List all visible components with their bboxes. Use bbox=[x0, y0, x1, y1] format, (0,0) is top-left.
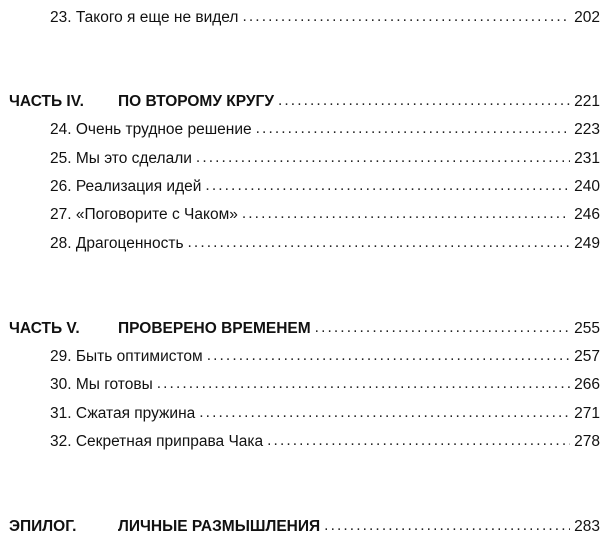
entry-page-number: 249 bbox=[574, 235, 600, 252]
part-page-number: 255 bbox=[574, 320, 600, 337]
entry-title: 29. Быть оптимистом bbox=[50, 348, 203, 365]
dot-leader bbox=[315, 317, 570, 339]
dot-leader bbox=[196, 147, 570, 169]
entry-title: 26. Реализация идей bbox=[50, 178, 202, 195]
toc-epilogue-heading bbox=[9, 516, 600, 538]
entry-page-number: 231 bbox=[574, 150, 600, 167]
toc-entry bbox=[50, 233, 600, 255]
entry-title: 30. Мы готовы bbox=[50, 376, 153, 393]
entry-page-number: 271 bbox=[574, 405, 600, 422]
toc-entry bbox=[50, 7, 600, 29]
dot-leader bbox=[205, 175, 570, 197]
entry-title: 23. Такого я еще не видел bbox=[50, 9, 239, 26]
entry-page-number: 246 bbox=[574, 206, 600, 223]
entry-page-number: 257 bbox=[574, 348, 600, 365]
toc-entry bbox=[50, 374, 600, 396]
toc-entry bbox=[50, 176, 600, 198]
entry-page-number: 278 bbox=[574, 433, 600, 450]
entry-title: 27. «Поговорите с Чаком» bbox=[50, 206, 238, 223]
dot-leader bbox=[242, 6, 570, 28]
entry-title: 25. Мы это сделали bbox=[50, 150, 192, 167]
dot-leader bbox=[278, 90, 570, 112]
part-label: ЧАСТЬ V. bbox=[9, 320, 80, 337]
entry-page-number: 202 bbox=[574, 9, 600, 26]
dot-leader bbox=[207, 345, 570, 367]
dot-leader bbox=[324, 515, 570, 537]
entry-title: 31. Сжатая пружина bbox=[50, 405, 196, 422]
dot-leader bbox=[199, 402, 570, 424]
toc-entry bbox=[50, 148, 600, 170]
toc-entry bbox=[50, 431, 600, 453]
entry-page-number: 266 bbox=[574, 376, 600, 393]
part-page-number: 221 bbox=[574, 93, 600, 110]
part-title: ЛИЧНЫЕ РАЗМЫШЛЕНИЯ bbox=[118, 518, 321, 535]
part-label: ЭПИЛОГ. bbox=[9, 518, 77, 535]
dot-leader bbox=[157, 373, 570, 395]
dot-leader bbox=[188, 232, 571, 254]
toc-part-heading bbox=[9, 318, 600, 340]
entry-page-number: 223 bbox=[574, 121, 600, 138]
dot-leader bbox=[267, 430, 570, 452]
part-title: ПО ВТОРОМУ КРУГУ bbox=[118, 93, 274, 110]
toc-entry bbox=[50, 346, 600, 368]
toc-entry bbox=[50, 403, 600, 425]
toc-part-heading bbox=[9, 91, 600, 113]
dot-leader bbox=[242, 203, 570, 225]
part-title: ПРОВЕРЕНО ВРЕМЕНЕМ bbox=[118, 320, 311, 337]
toc-entry bbox=[50, 119, 600, 141]
entry-title: 28. Драгоценность bbox=[50, 235, 184, 252]
entry-title: 32. Секретная приправа Чака bbox=[50, 433, 264, 450]
toc-entry bbox=[50, 204, 600, 226]
entry-page-number: 240 bbox=[574, 178, 600, 195]
part-page-number: 283 bbox=[574, 518, 600, 535]
part-label: ЧАСТЬ IV. bbox=[9, 93, 84, 110]
dot-leader bbox=[256, 118, 571, 140]
entry-title: 24. Очень трудное решение bbox=[50, 121, 252, 138]
